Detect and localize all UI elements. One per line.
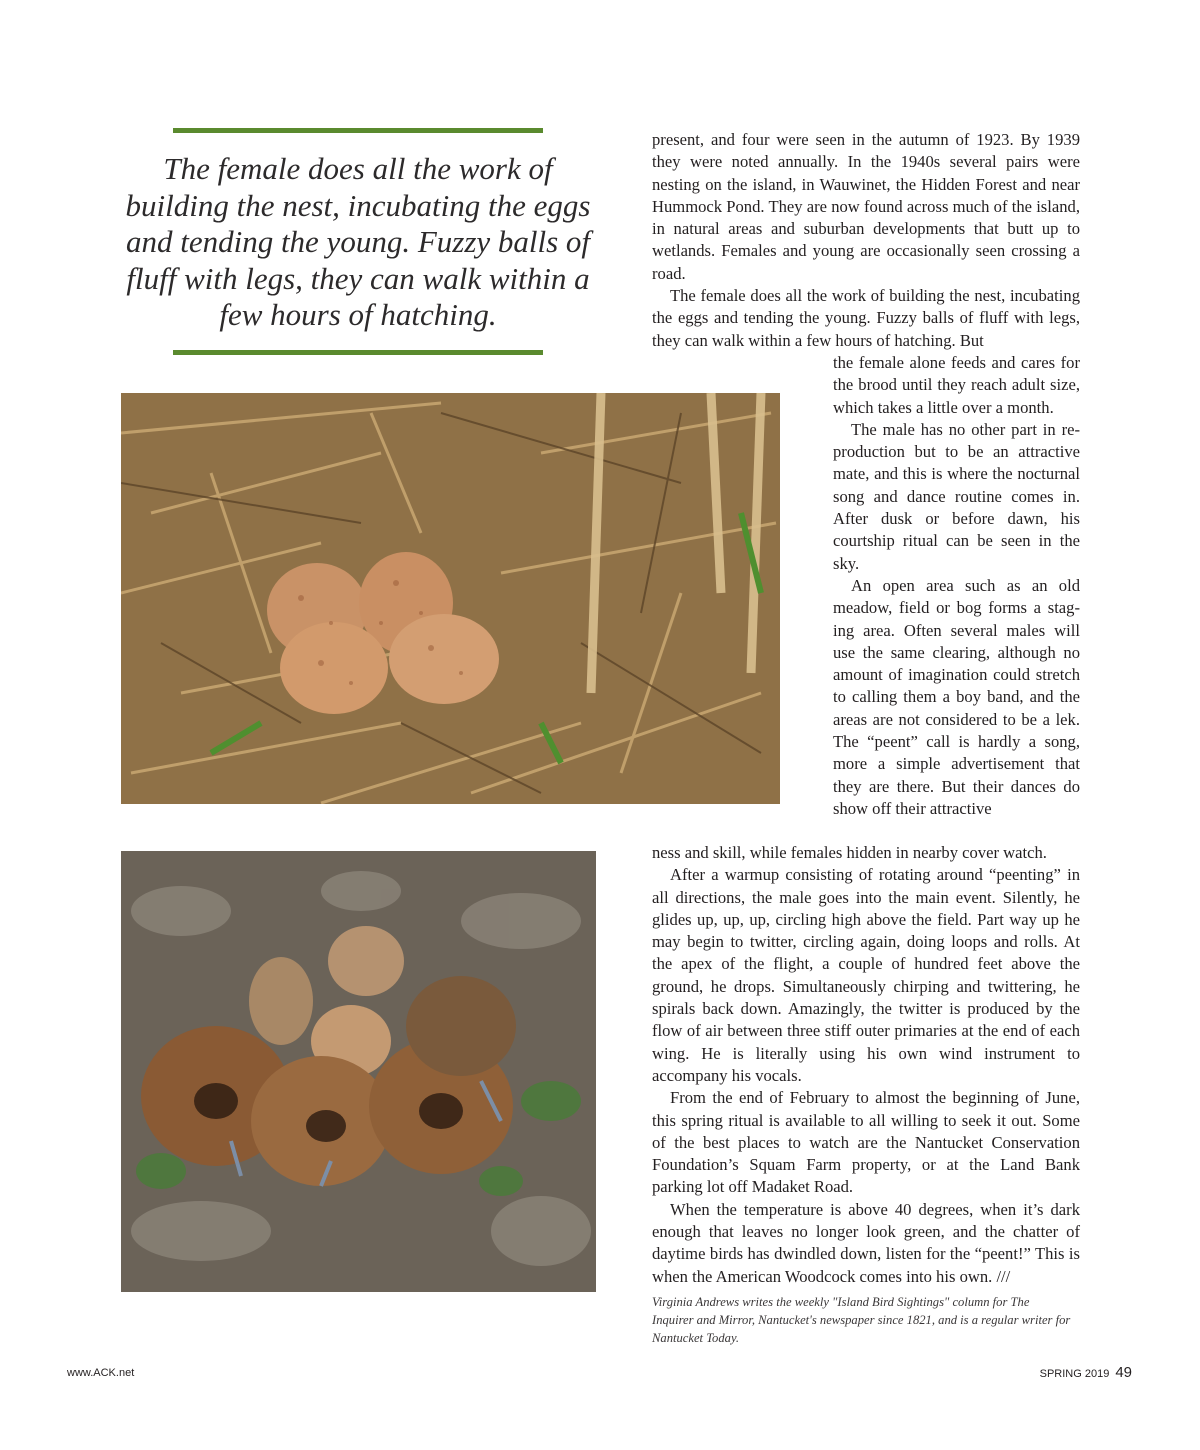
article-column-top <box>652 129 1080 352</box>
pullquote-top-rule <box>173 128 543 133</box>
paragraph: An open area such as an old meadow, field or bog forms a staging area. Often several males will use the same clearing, although no amount of imagination could stretch to calling them a boy band, and the areas are not considered to be a lek. The “peent” call is hardly a song, more a simple advertisement that they are there. But their dances do show off their attractive <box>833 575 1080 818</box>
paragraph: The male has no other part in reproduction but to be an attractive mate, and this is where the nocturnal song and dance routine comes in. After dusk or before dawn, his courtship ritual can be seen in the sky. <box>833 419 1080 573</box>
paragraph: the female alone feeds and cares for the brood until they reach adult size, which takes a little over a month. <box>833 353 1080 417</box>
paragraph: After a warmup consisting of rotating around “peenting” in all directions, the male goes into the main event. Silently, he glides up, up, up, circling high above the field. Part way up he may begin to twitter, circling again, doing loops and rolls. At the apex of the flight, a couple of hundred feet above the ground, he drops. Simultaneously chirping and twittering, he spirals back down. Amazingly, the twitter is produced by the flow of air between three stiff outer primaries at the end of each wing. He is literally using his own wind instrument to accompany his vocals. <box>652 865 1080 1085</box>
paragraph: When the temperature is above 40 degrees, when it’s dark enough that leaves no longer look green, and the chatter of daytime birds has dwindled down, listen for the “peent!” This is when the American Woodcock comes into his own. /// <box>652 1199 1080 1286</box>
nest-eggs-illustration <box>121 393 780 804</box>
paragraph: present, and four were seen in the autumn of 1923. By 1939 they were noted annually. In the 1940s several pairs were nesting on the island, in Wauwinet, the Hidden Forest and near Hummock Pond. They are now found across much of the island, in natural areas and suburban developments that butt up to wetlands. Females and young are occasionally seen crossing a road. <box>652 130 1080 283</box>
article-column-bottom <box>652 842 1080 1288</box>
article-column-narrow <box>833 352 1080 820</box>
footer-issue-info <box>1040 1364 1132 1381</box>
pullquote-bottom-rule <box>173 350 543 355</box>
paragraph: The female does all the work of building the nest, incubating the eggs and tending the young. Fuzzy balls of fluff with legs, they can walk within a few hours of hatching. But <box>652 286 1080 350</box>
author-bio: Virginia Andrews writes the weekly "Island Bird Sightings" column for The Inquirer and Mirror, Nantucket's newspaper since 1821, and is a regular writer for Nantucket Today. <box>652 1295 1071 1345</box>
photo-woodcock-eggs-in-nest <box>121 393 780 804</box>
paragraph: From the end of February to almost the beginning of June, this spring ritual is available to all willing to seek it out. Some of the best places to watch are the Nantucket Conservation Foundation’s Squam Farm property, or at the Land Bank parking lot off Madaket Road. <box>652 1088 1080 1197</box>
pullquote-block <box>120 128 596 355</box>
chicks-illustration <box>121 851 596 1292</box>
footer-issue: SPRING 2019 <box>1039 1368 1110 1380</box>
photo-woodcock-chicks-hatching <box>121 851 596 1292</box>
paragraph: ness and skill, while females hidden in nearby cover watch. <box>652 843 1047 862</box>
page-number: 49 <box>1115 1364 1132 1381</box>
pullquote-text: The female does all the work of building the nest, incubating the eggs and tending the young. Fuzzy balls of fluff with legs, they can walk within a few hours of hatching. <box>125 151 591 332</box>
footer-website: www.ACK.net <box>67 1367 135 1379</box>
